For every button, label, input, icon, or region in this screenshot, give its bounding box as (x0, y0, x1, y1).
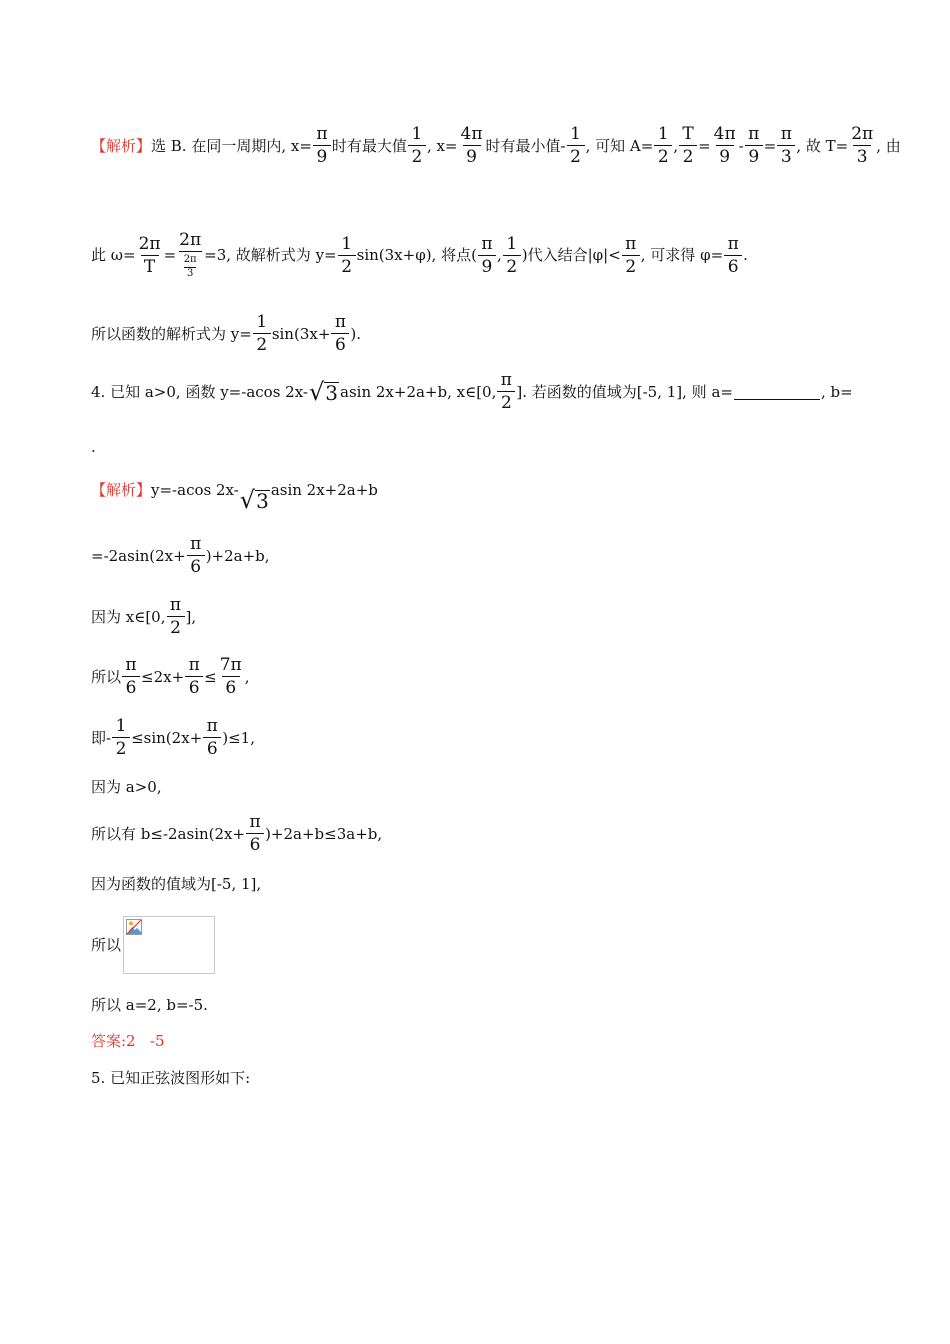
answer-blank-a (734, 385, 820, 400)
nested-fraction: $\frac{2\pi}{3}$ (183, 254, 197, 279)
fraction: $\frac{\pi}{9}$ (745, 126, 763, 166)
text: 时有最大值 (331, 136, 407, 155)
text: 因为 a>0, (91, 778, 162, 796)
solution-line-12 (91, 877, 261, 892)
fraction: $\frac{\pi}{2}$ (497, 372, 515, 412)
text: , 由 (876, 136, 901, 155)
solution-line-1 (91, 126, 901, 166)
text: ]. 若函数的值域为[-5, 1], 则 a= (516, 382, 733, 401)
text: , (673, 136, 679, 155)
fraction: $\frac{1}{2}$ (503, 236, 521, 276)
solution-line-14 (91, 998, 208, 1013)
fraction: $\frac{\pi}{6}$ (122, 657, 140, 697)
fraction: $\frac{\pi}{3}$ (777, 126, 795, 166)
solution-line-11 (91, 814, 382, 854)
text: 选 B. 在同一周期内, x= (151, 136, 312, 155)
text: sin(3x+ (271, 324, 331, 343)
fraction: $\frac{4\pi}{9}$ (713, 124, 736, 167)
text: ≤sin(2x+ (131, 728, 203, 747)
fraction: $\frac{1}{2}$ (253, 314, 271, 354)
text: , 故 T= (796, 136, 849, 155)
text: =-2asin(2x+ (91, 546, 186, 565)
text: 时有最小值- (485, 136, 566, 155)
answer-line (91, 1034, 165, 1049)
fraction: $\frac{\pi}{6}$ (724, 236, 742, 276)
fraction: $\frac{7\pi}{6}$ (219, 655, 242, 698)
text: =3, 故解析式为 y= (204, 246, 337, 264)
solution-line-9 (91, 718, 255, 758)
fraction: $\frac{\pi}{2}$ (622, 236, 640, 276)
text: )≤1, (222, 728, 255, 747)
text: 因为 x∈[0, (91, 607, 166, 626)
fraction: $\frac{\pi}{6}$ (203, 718, 221, 758)
solution-line-13 (91, 916, 215, 974)
problem-5 (91, 1071, 250, 1086)
answer-text: 答案:2 -5 (91, 1032, 165, 1050)
text: , 可求得 φ= (640, 246, 724, 264)
text: asin 2x+2a+b, x∈[0, (340, 382, 497, 401)
text: asin 2x+2a+b (270, 480, 378, 499)
text: , (244, 667, 250, 686)
solution-tag: 【解析】 (91, 136, 152, 155)
text: = (698, 136, 711, 155)
fraction: $\frac{2\pi}{T}$ (138, 233, 161, 277)
solution-line-2 (91, 232, 748, 279)
text: 此 ω= (91, 246, 136, 264)
text: 即- (91, 728, 112, 747)
fraction: $\frac{T}{2}$ (679, 126, 697, 166)
fraction: $\frac{2\pi}{3}$ (851, 124, 874, 167)
text: = (163, 246, 177, 264)
text: y=-acos 2x- (151, 480, 239, 499)
text: 5. 已知正弦波图形如下: (91, 1069, 251, 1087)
fraction: $\frac{1}{2}$ (338, 236, 356, 276)
text: ], (185, 607, 197, 626)
fraction: $\frac{1}{2}$ (408, 126, 426, 166)
text: , x= (426, 136, 458, 155)
fraction: $\frac{1}{2}$ (567, 126, 585, 166)
fraction: $\frac{\pi}{9}$ (478, 236, 496, 276)
text: 所以 (91, 935, 122, 954)
problem-4-continuation (91, 440, 96, 455)
fraction: $\frac{\pi}{2}$ (167, 597, 185, 637)
text: 4. 已知 a>0, 函数 y=-acos 2x- (91, 382, 308, 401)
fraction: $\frac{\pi}{6}$ (246, 814, 264, 854)
fraction: $\frac{\pi}{6}$ (185, 657, 203, 697)
text: )+2a+b, (205, 546, 270, 565)
text: - (738, 136, 744, 155)
fraction: $\frac{4\pi}{9}$ (460, 124, 483, 167)
solution-line-5 (91, 478, 378, 514)
text: = (763, 136, 777, 155)
text: . (91, 438, 96, 456)
solution-line-8 (91, 657, 250, 697)
square-root: √ 3 (308, 378, 338, 406)
text: 所以有 b≤-2asin(2x+ (91, 824, 246, 843)
broken-image-placeholder (123, 916, 215, 974)
fraction: $\frac{\pi}{9}$ (313, 126, 331, 166)
solution-line-6 (91, 536, 270, 576)
text: 所以函数的解析式为 y= (91, 324, 252, 343)
text: 因为函数的值域为[-5, 1], (91, 875, 262, 893)
text: . (743, 246, 748, 264)
text: , (496, 246, 502, 264)
text: , 可知 A= (585, 136, 654, 155)
fraction: $\frac{\pi}{6}$ (187, 536, 205, 576)
text: 所以 (91, 667, 122, 686)
fraction: $\frac{1}{2}$ (654, 126, 672, 166)
text: 所以 a=2, b=-5. (91, 996, 208, 1014)
problem-4 (91, 372, 853, 412)
text: ≤2x+ (141, 667, 185, 686)
text: )代入结合|φ|< (521, 246, 621, 264)
solution-line-3 (91, 314, 361, 354)
text: ). (350, 324, 362, 343)
solution-tag: 【解析】 (91, 480, 152, 499)
solution-line-10 (91, 780, 162, 795)
text: ≤ (204, 667, 217, 686)
text: )+2a+b≤3a+b, (265, 824, 383, 843)
solution-line-7 (91, 597, 196, 637)
text: sin(3x+φ), 将点( (356, 246, 477, 264)
fraction: $\frac{\pi}{6}$ (331, 314, 349, 354)
square-root: √ 3 (239, 486, 269, 514)
compound-fraction: $\frac{2\pi}{\frac{2\pi}{3}}$ (179, 230, 202, 279)
broken-image-icon (126, 919, 142, 935)
fraction: $\frac{1}{2}$ (112, 718, 130, 758)
text: , b= (820, 382, 853, 401)
